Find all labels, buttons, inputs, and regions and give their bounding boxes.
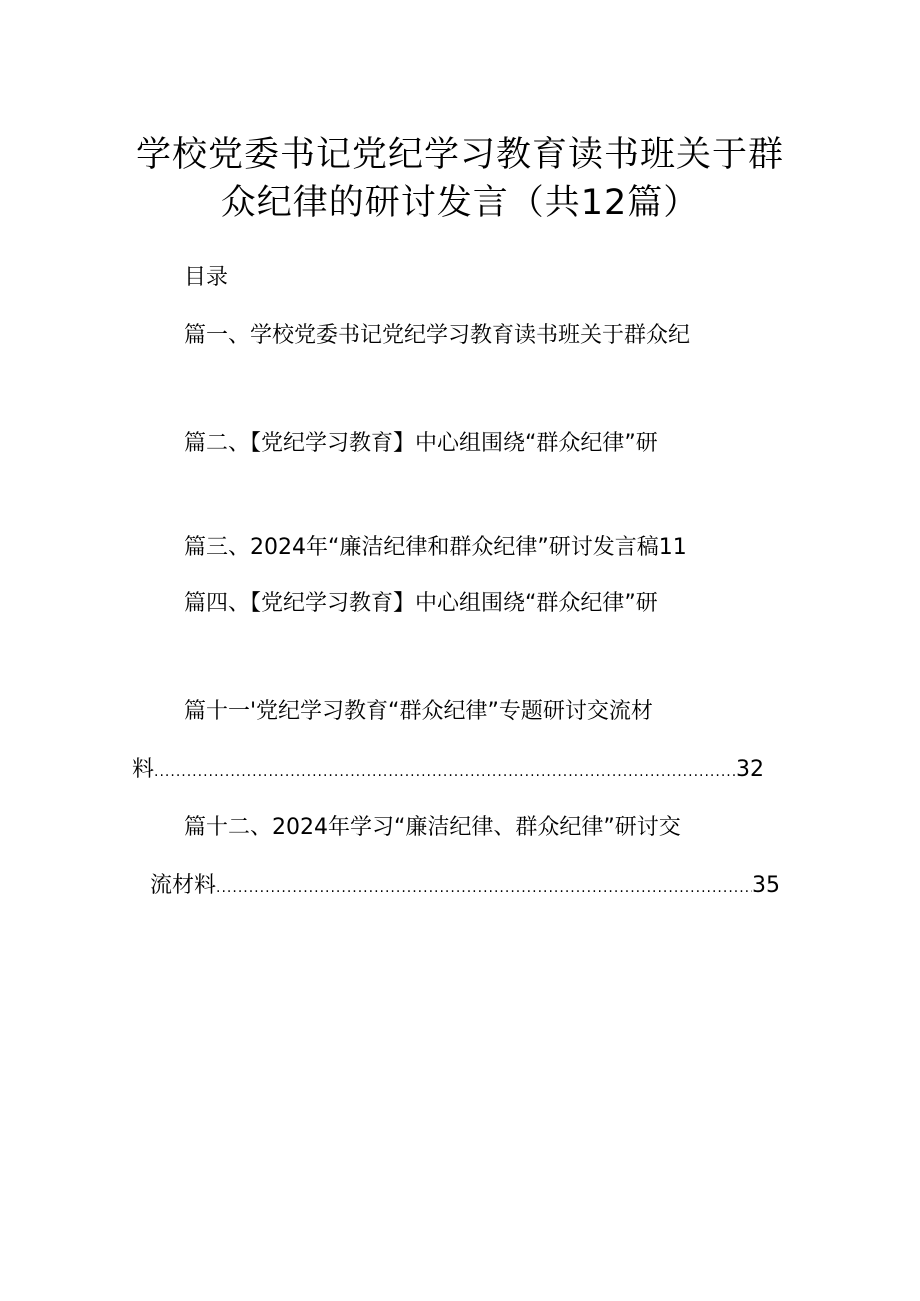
toc-entry-11-continuation[interactable] bbox=[132, 755, 764, 787]
toc-entry-12-page: 35 bbox=[752, 873, 780, 898]
toc-heading: 目录 bbox=[184, 265, 229, 290]
document-title-line-2: 众纪律的研讨发言（共12篇） bbox=[220, 183, 700, 223]
toc-leader-dots bbox=[216, 873, 752, 903]
toc-entry-11-continuation-text: 料 bbox=[132, 757, 155, 782]
toc-entry-11[interactable]: 篇十一'党纪学习教育“群众纪律”专题研讨交流材 bbox=[184, 699, 653, 724]
toc-entry-12-continuation-text: 流材料 bbox=[150, 873, 217, 898]
toc-entry-12[interactable]: 篇十二、2024年学习“廉洁纪律、群众纪律”研讨交 bbox=[184, 815, 681, 840]
document-title-line-1: 学校党委书记党纪学习教育读书班关于群 bbox=[135, 135, 784, 175]
toc-entry-11-page: 32 bbox=[736, 757, 764, 782]
toc-leader-dots bbox=[154, 757, 736, 787]
toc-entry-1[interactable]: 篇一、学校党委书记党纪学习教育读书班关于群众纪 bbox=[184, 323, 691, 348]
toc-entry-2[interactable]: 篇二、【党纪学习教育】中心组围绕“群众纪律”研 bbox=[184, 431, 658, 456]
toc-entry-12-continuation[interactable] bbox=[150, 871, 780, 903]
toc-entry-4[interactable]: 篇四、【党纪学习教育】中心组围绕“群众纪律”研 bbox=[184, 591, 658, 616]
toc-entry-3[interactable]: 篇三、2024年“廉洁纪律和群众纪律”研讨发言稿11 bbox=[184, 535, 687, 560]
